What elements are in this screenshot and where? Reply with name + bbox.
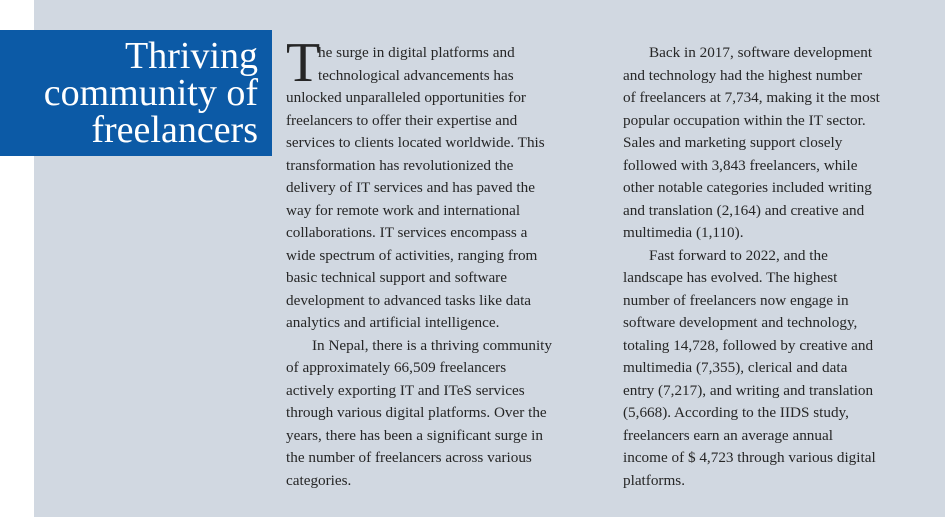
text-line: the number of freelancers across various (286, 449, 532, 466)
text-line: (5,668). According to the IIDS study, (623, 404, 849, 421)
paragraph-2022 (623, 245, 923, 493)
text-line: services to clients located worldwide. This (286, 134, 545, 151)
text-line: technological advancements has (318, 66, 514, 84)
text-line: development to advanced tasks like data (286, 291, 532, 309)
drop-cap: T (286, 32, 321, 94)
text-line: freelancers earn an average annual (623, 426, 833, 444)
text-line: landscape has evolved. The highest (623, 269, 838, 286)
text-line: totaling 14,728, followed by creative and (623, 336, 874, 354)
text-line: years, there has been a significant surge in (286, 426, 543, 444)
text-line: and technology had the highest number (623, 66, 863, 84)
text-line: followed with 3,843 freelancers, while (623, 156, 858, 174)
text-line: unlocked unparalleled opportunities for (286, 89, 526, 106)
text-line: other notable categories included writing (623, 179, 872, 196)
text-line: collaborations. IT services encompass a (286, 224, 528, 241)
article-column-left (286, 32, 596, 492)
text-line: delivery of IT services and has paved the (286, 179, 535, 196)
title-line: Thriving (125, 35, 258, 77)
text-line: Sales and marketing support closely (623, 134, 843, 151)
paragraph-nepal (286, 335, 596, 493)
text-line: multimedia (7,355), clerical and data (623, 359, 848, 376)
title-line: community of (43, 72, 258, 114)
text-line: basic technical support and software (286, 269, 507, 286)
text-line: categories. (286, 471, 352, 489)
text-line: transformation has revolutionized the (286, 156, 514, 174)
text-line: popular occupation within the IT sector. (623, 111, 866, 129)
paragraph-intro (286, 32, 596, 335)
text-line: multimedia (1,110). (623, 224, 744, 241)
text-line: freelancers to offer their expertise and (286, 111, 518, 129)
text-line: of freelancers at 7,734, making it the most (623, 89, 880, 106)
text-line: actively exporting IT and ITeS services (286, 381, 525, 399)
text-line: Back in 2017, software development (649, 44, 873, 61)
text-line: wide spectrum of activities, ranging from (286, 246, 538, 264)
text-line: way for remote work and international (286, 201, 521, 219)
text-line: entry (7,217), and writing and translation (623, 381, 874, 399)
text-line: he surge in digital platforms and (318, 44, 515, 61)
text-line: In Nepal, there is a thriving community (312, 336, 552, 354)
text-line: analytics and artificial intelligence. (286, 314, 500, 331)
text-line: through various digital platforms. Over the (286, 404, 547, 421)
article-column-right (623, 42, 923, 492)
text-line: of approximately 66,509 freelancers (286, 359, 507, 376)
text-line: income of $ 4,723 through various digital (623, 449, 876, 466)
title-line: freelancers (91, 109, 258, 151)
title-box (0, 30, 272, 156)
text-line: number of freelancers now engage in (623, 291, 849, 309)
text-line: software development and technology, (623, 314, 858, 331)
text-line: and translation (2,164) and creative and (623, 201, 865, 219)
paragraph-2017 (623, 42, 923, 245)
text-line: Fast forward to 2022, and the (649, 246, 828, 264)
text-line: platforms. (623, 471, 686, 489)
